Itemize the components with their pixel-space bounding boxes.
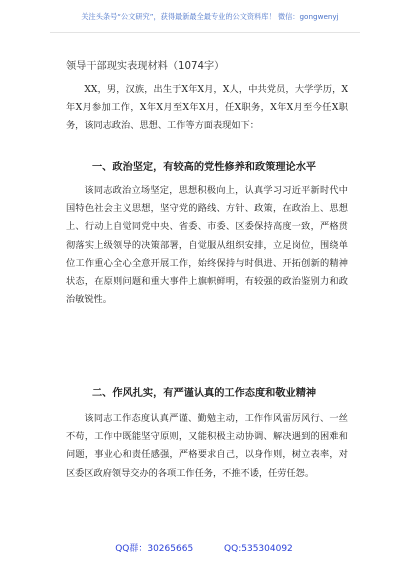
document-title: 领导干部现实表现材料（1074字） bbox=[66, 61, 225, 72]
section-1-body: 该同志政治立场坚定，思想积极向上，认真学习习近平新时代中国特色社会主义思想，坚守党的路线、方针、政策，在政治上、思想上、行动上自觉同党中央、省委、市委、区委保持高度一致，严格贯彻落实上级领导的决策部署，自觉服从组织安排，立足岗位，围绕单位工作重心全心全意开展工作，始终保持与时俱进、开拓创新的精神状态，在原则问题和重大事件上旗帜鲜明，有较强的政治鉴别力和政治敏锐性。 bbox=[66, 185, 348, 306]
header-divider bbox=[50, 32, 360, 33]
footer-qq-group: QQ群：30265665 bbox=[115, 544, 194, 554]
section-2-heading: 二、作风扎实，有严谨认真的工作态度和敬业精神 bbox=[92, 388, 317, 399]
intro-paragraph: XX，男，汉族，出生于X年X月，X人，中共党员，大学学历，X年X月参加工作，X年X月至X年X月，任X职务，X年X月至今任X职务，该同志政治、思想、工作等方面表现如下： bbox=[66, 84, 348, 132]
header-banner: 关注头条号“公文研究”，获得最新最全最专业的公文资料库！ 微信：gongwenyj bbox=[81, 12, 339, 21]
footer-contacts bbox=[0, 541, 408, 554]
section-1-heading: 一、政治坚定，有较高的党性修养和政策理论水平 bbox=[92, 162, 317, 173]
footer-qq-number: QQ:535304092 bbox=[224, 544, 293, 554]
section-2-body: 该同志工作态度认真严谨、勤勉主动，工作作风雷厉风行、一丝不苟，工作中既能坚守原则，又能积极主动协调、解决遇到的困难和问题，事业心和责任感强，严格要求自己，以身作则，树立表率，对区委区政府领导交办的各项工作任务，不推不诿，任劳任怨。 bbox=[66, 413, 348, 479]
